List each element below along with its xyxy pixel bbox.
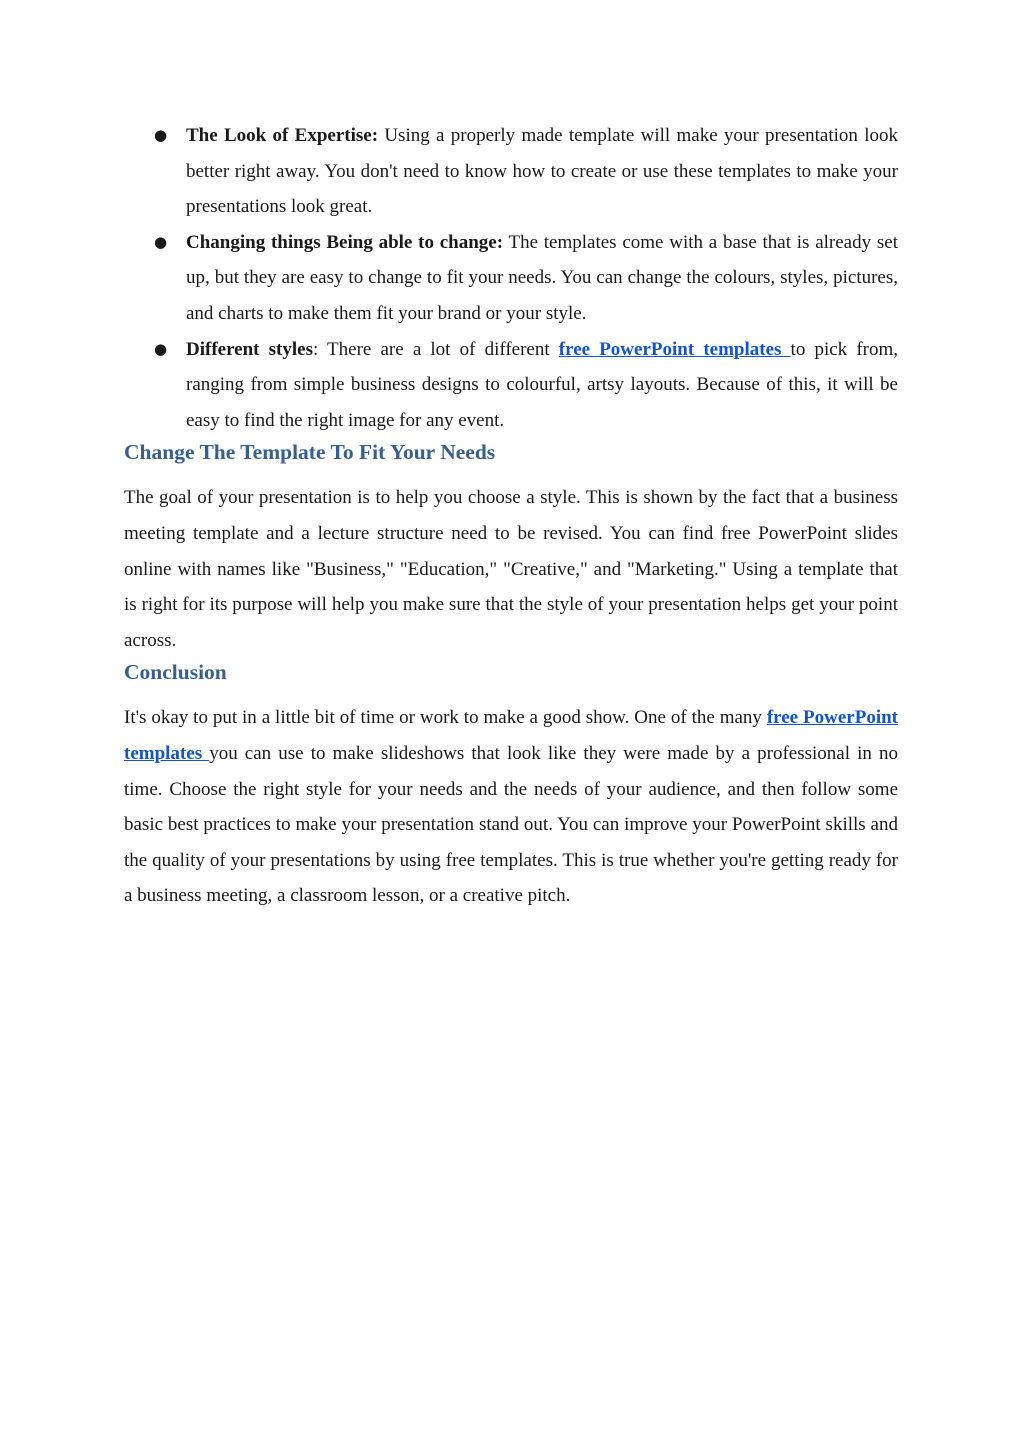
bullet-text: : There are a lot of different	[312, 338, 559, 360]
section-paragraph-conclusion	[124, 700, 898, 914]
bullet-item-different-styles	[124, 332, 898, 439]
conclusion-text-continued: you can use to make slideshows that look like they were made by a professional in no time. Choose the right style for your needs and the needs of your audience, and then follow some basic best practices to make your presentation stand out. You can improve your PowerPoint skills and the quality of your presentations by using free templates. This is true whether you're getting ready for a business meeting, a classroom lesson, or a creative pitch.	[124, 742, 899, 907]
feature-bullet-list	[124, 118, 898, 438]
bullet-dot-icon: ●	[154, 232, 168, 251]
bullet-term: Changing things Being able to change:	[186, 231, 504, 253]
document-page	[124, 118, 898, 914]
bullet-dot-icon: ●	[154, 126, 168, 144]
bullet-term: Different styles	[186, 338, 313, 360]
bullet-dot-icon: ●	[154, 339, 168, 358]
free-powerpoint-templates-link[interactable]: free PowerPoint templates	[124, 707, 898, 764]
section-paragraph-change-template: The goal of your presentation is to help you choose a style. This is shown by the fact that a business meeting template and a lecture structure need to be revised. You can find free PowerPoint slides online with names like "Business," "Education," "Creative," and "Marketing." Using a template that is right for its purpose will help you make sure that the style of your presentation helps get your point across.	[124, 487, 898, 651]
free-powerpoint-templates-link[interactable]: free PowerPoint templates	[558, 338, 791, 360]
section-heading-conclusion: Conclusion	[124, 660, 227, 685]
bullet-term: The Look of Expertise:	[186, 125, 379, 146]
bullet-item-look-of-expertise	[124, 118, 898, 225]
bullet-item-changing-things	[124, 225, 898, 332]
bullet-text: Using a properly made template will make your presentation look better right away. You don't need to know how to create or use these templates to make your presentations look great.	[186, 125, 899, 218]
section-heading-change-template: Change The Template To Fit Your Needs	[124, 440, 496, 465]
conclusion-text: It's okay to put in a little bit of time or work to make a good show. One of the many	[124, 707, 767, 729]
bullet-text: The templates come with a base that is already set up, but they are easy to change to fit your needs. You can change the colours, styles, pictures, and charts to make them fit your brand or your style.	[186, 231, 898, 324]
bullet-text-continued: to pick from, ranging from simple business designs to colourful, artsy layouts. Because of this, it will be easy to find the right image for any event.	[186, 338, 898, 431]
